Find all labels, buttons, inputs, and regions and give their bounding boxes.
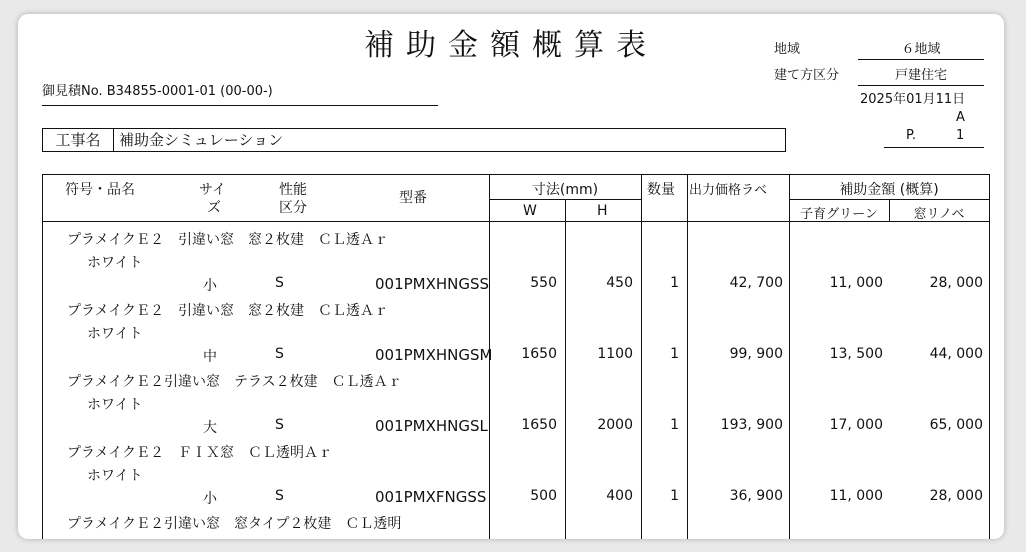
estimate-number-line: [42, 80, 438, 106]
row-h: 1100: [597, 346, 633, 362]
project-label: 工事名: [43, 129, 114, 151]
row-color: ホワイト: [87, 468, 143, 484]
row-qty: 1: [670, 417, 679, 433]
row-mado: 28, 000: [929, 275, 983, 291]
estimate-label: 御見積No.: [42, 84, 103, 99]
row-size: 小: [203, 278, 217, 294]
row-price: 36, 900: [729, 488, 783, 504]
row-description: プラメイクＥ２ 引違い窓 窓２枚建 ＣＬ透Ａｒ: [67, 232, 389, 248]
row-kosodate: 11, 000: [829, 488, 883, 504]
header-model: 型番: [399, 190, 427, 206]
project-name: 補助金シミュレーション: [119, 131, 284, 149]
row-kosodate: 11, 000: [829, 275, 883, 291]
row-price: 99, 900: [729, 346, 783, 362]
building-type-label: 建て方区分: [774, 68, 840, 83]
row-mado: 28, 000: [929, 488, 983, 504]
header-size-line1: サイ: [199, 182, 227, 198]
row-mado: 44, 000: [929, 346, 983, 362]
row-description: プラメイクＥ２ ＦＩＸ窓 ＣＬ透明Ａｒ: [67, 445, 333, 461]
row-model: 001PMXHNGSS: [375, 275, 490, 293]
page-label: P.: [906, 128, 916, 143]
row-h: 2000: [597, 417, 633, 433]
header-w: W: [523, 203, 537, 219]
row-w: 500: [530, 488, 557, 504]
row-h: 450: [606, 275, 633, 291]
document-page: [18, 14, 1004, 539]
row-size: 中: [203, 349, 217, 365]
row-qty: 1: [670, 488, 679, 504]
row-description: プラメイクＥ２引違い窓 窓タイプ２枚建 ＣＬ透明: [67, 516, 402, 532]
revision-mark: A: [956, 110, 965, 125]
row-kosodate: 17, 000: [829, 417, 883, 433]
header-qty: 数量: [647, 182, 675, 198]
project-name-box: [42, 128, 786, 152]
header-subsidy-kosodate: 子育グリーン: [800, 207, 878, 222]
page-title: 補助金額概算表: [364, 28, 658, 63]
header-code-name: 符号・品名: [65, 182, 135, 198]
row-w: 1650: [521, 417, 557, 433]
row-color: ホワイト: [87, 326, 143, 342]
row-color: ホワイト: [87, 397, 143, 413]
row-w: 1650: [521, 346, 557, 362]
row-mado: 65, 000: [929, 417, 983, 433]
header-size-line2: ズ: [207, 200, 221, 216]
row-w: 550: [530, 275, 557, 291]
header-perf-line1: 性能: [279, 182, 307, 198]
row-description: プラメイクＥ２引違い窓 テラス２枚建 ＣＬ透Ａｒ: [67, 374, 402, 390]
header-output-price: 出力価格ラベ: [689, 183, 768, 198]
header-subsidy: 補助金額 (概算): [839, 182, 939, 198]
header-perf-line2: 区分: [279, 200, 307, 216]
row-perf: S: [275, 275, 284, 291]
row-h: 400: [606, 488, 633, 504]
header-subsidy-mado: 窓リノベ: [913, 207, 965, 222]
subsidy-table: [42, 174, 990, 539]
header-dimension: 寸法(mm): [531, 182, 599, 198]
row-size: 大: [203, 420, 217, 436]
page-number-line: [884, 128, 984, 148]
document-date: 2025年01月11日: [860, 92, 966, 107]
row-size: 小: [203, 491, 217, 507]
row-price: 42, 700: [729, 275, 783, 291]
region-label: 地域: [774, 42, 801, 57]
row-qty: 1: [670, 346, 679, 362]
estimate-number: B34855-0001-01 (00-00-): [106, 84, 273, 99]
row-description: プラメイクＥ２ 引違い窓 窓２枚建 ＣＬ透Ａｒ: [67, 303, 389, 319]
building-type-value: 戸建住宅: [858, 64, 984, 86]
row-color: ホワイト: [87, 255, 143, 271]
region-value: ６地域: [858, 38, 984, 60]
row-perf: S: [275, 417, 284, 433]
row-model: 001PMXFNGSS: [375, 488, 487, 506]
header-h: H: [597, 203, 608, 219]
row-price: 193, 900: [720, 417, 783, 433]
row-model: 001PMXHNGSM: [375, 346, 493, 364]
row-perf: S: [275, 346, 284, 362]
row-qty: 1: [670, 275, 679, 291]
page-number: 1: [956, 128, 965, 143]
row-model: 001PMXHNGSL: [375, 417, 488, 435]
row-kosodate: 13, 500: [829, 346, 883, 362]
row-perf: S: [275, 488, 284, 504]
